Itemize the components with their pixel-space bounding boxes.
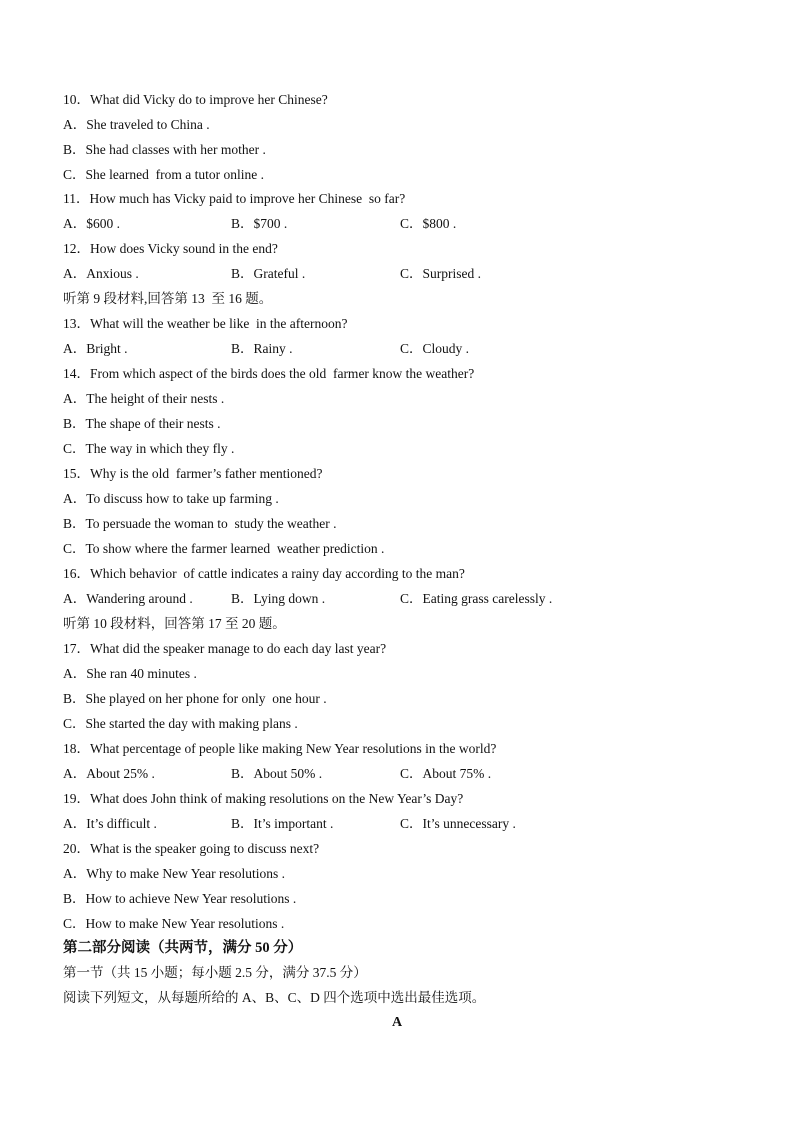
question-12-option-b: B．Grateful .: [231, 266, 306, 281]
question-16-option-b: B．Lying down .: [231, 591, 326, 606]
question-14-stem: 14．From which aspect of the birds does the old farmer know the weather?: [63, 366, 475, 381]
passage-a-label: A: [391, 1015, 403, 1030]
question-18-option-c: C．About 75% .: [400, 766, 492, 781]
question-17-option-c: C．She started the day with making plans .: [63, 716, 298, 731]
question-18-stem: 18．What percentage of people like making New Year resolutions in the world?: [63, 741, 497, 756]
question-15-option-b: B．To persuade the woman to study the weather .: [63, 516, 337, 531]
section-9-instruction: 听第 9 段材料,回答第 13 至 16 题。: [63, 291, 273, 306]
question-17-option-a: A．She ran 40 minutes .: [63, 666, 197, 681]
question-15-stem: 15．Why is the old farmer’s father mentioned?: [63, 466, 323, 481]
section-10-instruction: 听第 10 段材料，回答第 17 至 20 题。: [63, 616, 286, 631]
question-11-stem: 11．How much has Vicky paid to improve her Chinese so far?: [63, 191, 406, 206]
part-2-heading: 第二部分阅读（共两节，满分 50 分）: [63, 940, 303, 956]
question-20-option-b: B．How to achieve New Year resolutions .: [63, 891, 297, 906]
question-11-option-c: C．$800 .: [400, 216, 457, 231]
question-18-option-a: A．About 25% .: [63, 766, 155, 781]
question-19-option-a: A．It’s difficult .: [63, 816, 157, 831]
question-12-stem: 12．How does Vicky sound in the end?: [63, 241, 278, 256]
question-17-stem: 17．What did the speaker manage to do each day last year?: [63, 641, 387, 656]
question-14-option-a: A．The height of their nests .: [63, 391, 225, 406]
question-10-option-a: A．She traveled to China .: [63, 117, 210, 132]
part-2-section-1: 第一节（共 15 小题；每小题 2.5 分，满分 37.5 分）: [63, 965, 367, 980]
question-12-option-c: C．Surprised .: [400, 266, 481, 281]
question-10-option-b: B．She had classes with her mother .: [63, 142, 266, 157]
part-2-instruction: 阅读下列短文，从每题所给的 A、B、C、D 四个选项中选出最佳选项。: [63, 990, 486, 1005]
question-17-option-b: B．She played on her phone for only one hour .: [63, 691, 327, 706]
question-15-option-a: A．To discuss how to take up farming .: [63, 491, 279, 506]
question-16-stem: 16．Which behavior of cattle indicates a rainy day according to the man?: [63, 566, 465, 581]
question-19-option-c: C．It’s unnecessary .: [400, 816, 516, 831]
question-14-option-b: B．The shape of their nests .: [63, 416, 221, 431]
question-11-option-a: A．$600 .: [63, 216, 120, 231]
question-13-option-a: A．Bright .: [63, 341, 128, 356]
question-13-option-c: C．Cloudy .: [400, 341, 470, 356]
question-10-stem: 10．What did Vicky do to improve her Chinese?: [63, 92, 328, 107]
question-19-option-b: B．It’s important .: [231, 816, 334, 831]
question-12-option-a: A．Anxious .: [63, 266, 139, 281]
question-16-option-a: A．Wandering around .: [63, 591, 193, 606]
question-19-stem: 19．What does John think of making resolutions on the New Year’s Day?: [63, 791, 464, 806]
question-13-option-b: B．Rainy .: [231, 341, 293, 356]
question-13-stem: 13．What will the weather be like in the afternoon?: [63, 316, 348, 331]
question-14-option-c: C．The way in which they fly .: [63, 441, 235, 456]
question-15-option-c: C．To show where the farmer learned weather prediction .: [63, 541, 385, 556]
question-20-option-a: A．Why to make New Year resolutions .: [63, 866, 285, 881]
question-16-option-c: C．Eating grass carelessly .: [400, 591, 553, 606]
question-20-option-c: C．How to make New Year resolutions .: [63, 916, 285, 931]
question-20-stem: 20．What is the speaker going to discuss next?: [63, 841, 320, 856]
question-18-option-b: B．About 50% .: [231, 766, 323, 781]
question-11-option-b: B．$700 .: [231, 216, 288, 231]
question-10-option-c: C．She learned from a tutor online .: [63, 167, 264, 182]
